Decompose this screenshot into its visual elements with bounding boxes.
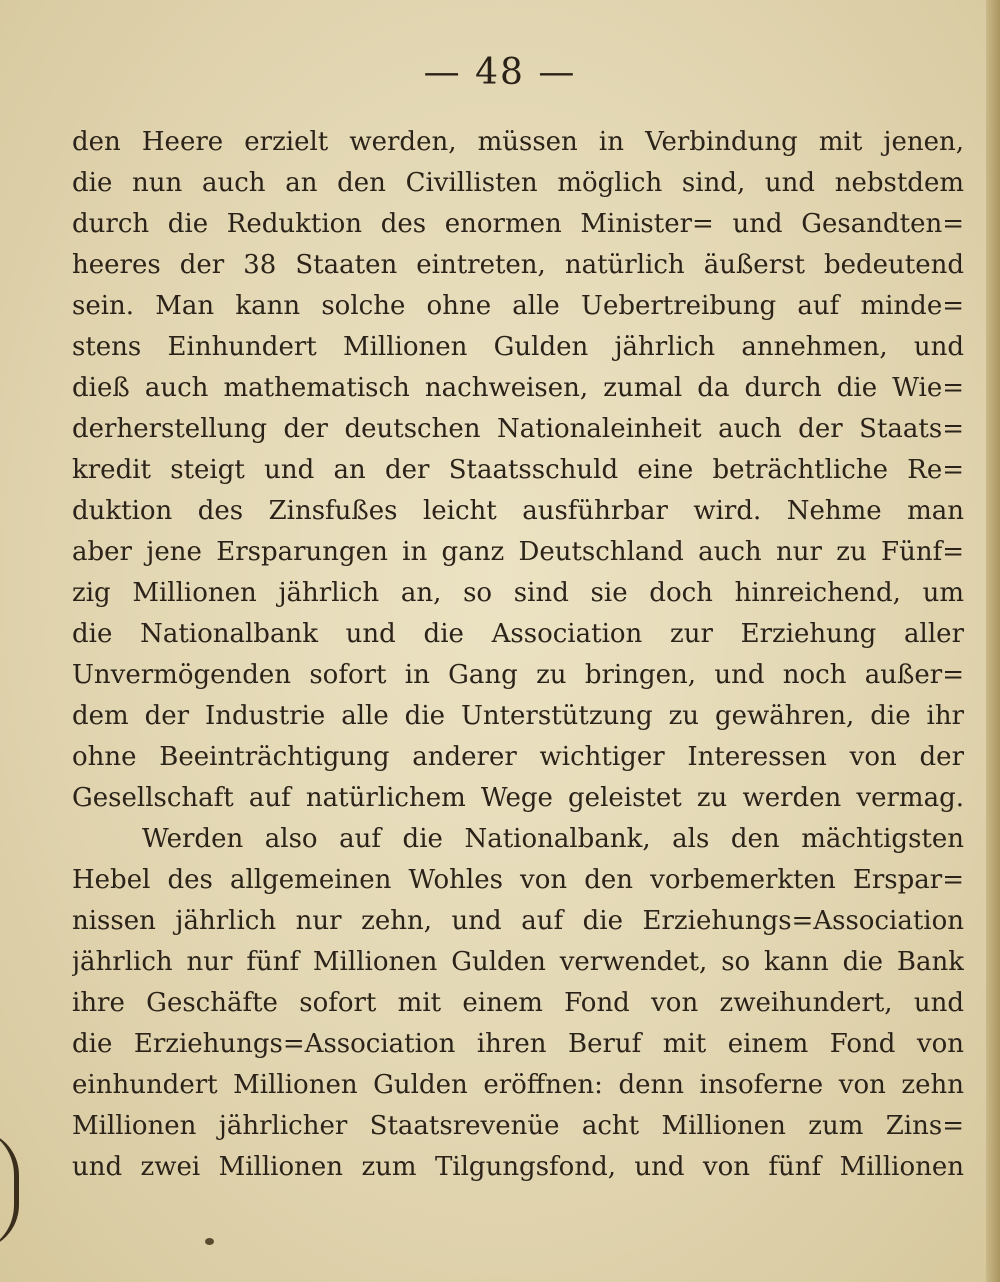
text-line: Unvermögenden sofort in Gang zu bringen, und noch außer= <box>72 660 964 690</box>
text-line: nissen jährlich nur zehn, und auf die Erziehungs=Association <box>72 906 964 936</box>
text-line: ohne Beeinträchtigung anderer wichtiger Interessen von der <box>72 742 964 772</box>
text-line: jährlich nur fünf Millionen Gulden verwendet, so kann die Bank <box>72 947 964 977</box>
text-line: und zwei Millionen zum Tilgungsfond, und von fünf Millionen <box>72 1152 964 1182</box>
text-line: Millionen jährlicher Staatsrevenüe acht Millionen zum Zins= <box>72 1111 964 1141</box>
text-line: duktion des Zinsfußes leicht ausführbar wird. Nehme man <box>72 496 964 526</box>
text-line: die Nationalbank und die Association zur Erziehung aller <box>72 619 964 649</box>
text-line: aber jene Ersparungen in ganz Deutschland auch nur zu Fünf= <box>72 537 964 567</box>
text-line: dieß auch mathematisch nachweisen, zumal da durch die Wie= <box>72 373 964 403</box>
text-line: die nun auch an den Civillisten möglich sind, und nebstdem <box>72 168 964 198</box>
text-line: die Erziehungs=Association ihren Beruf mit einem Fond von <box>72 1029 964 1059</box>
text-line: derherstellung der deutschen Nationaleinheit auch der Staats= <box>72 414 964 444</box>
text-line: heeres der 38 Staaten eintreten, natürlich äußerst bedeutend <box>72 250 964 280</box>
text-line: dem der Industrie alle die Unterstützung zu gewähren, die ihr <box>72 701 964 731</box>
text-line: den Heere erzielt werden, müssen in Verbindung mit jenen, <box>72 127 964 157</box>
text-line: zig Millionen jährlich an, so sind sie doch hinreichend, um <box>72 578 964 608</box>
text-line: stens Einhundert Millionen Gulden jährlich annehmen, und <box>72 332 964 362</box>
text-line: kredit steigt und an der Staatsschuld eine beträchtliche Re= <box>72 455 964 485</box>
body-text <box>72 122 964 1188</box>
page-number: — 48 — <box>423 52 577 93</box>
text-line: Werden also auf die Nationalbank, als den mächtigsten <box>142 824 964 854</box>
text-line: ihre Geschäfte sofort mit einem Fond von zweihundert, und <box>72 988 964 1018</box>
page-curl <box>0 1130 19 1250</box>
text-line: Hebel des allgemeinen Wohles von den vorbemerkten Erspar= <box>72 865 964 895</box>
ink-speck <box>205 1238 214 1245</box>
text-line: einhundert Millionen Gulden eröffnen: denn insoferne von zehn <box>72 1070 964 1100</box>
text-line: durch die Reduktion des enormen Minister= und Gesandten= <box>72 209 964 239</box>
text-line: Gesellschaft auf natürlichem Wege geleistet zu werden vermag. <box>72 783 964 813</box>
page-edge <box>986 0 1000 1282</box>
text-line: sein. Man kann solche ohne alle Uebertreibung auf minde= <box>72 291 964 321</box>
